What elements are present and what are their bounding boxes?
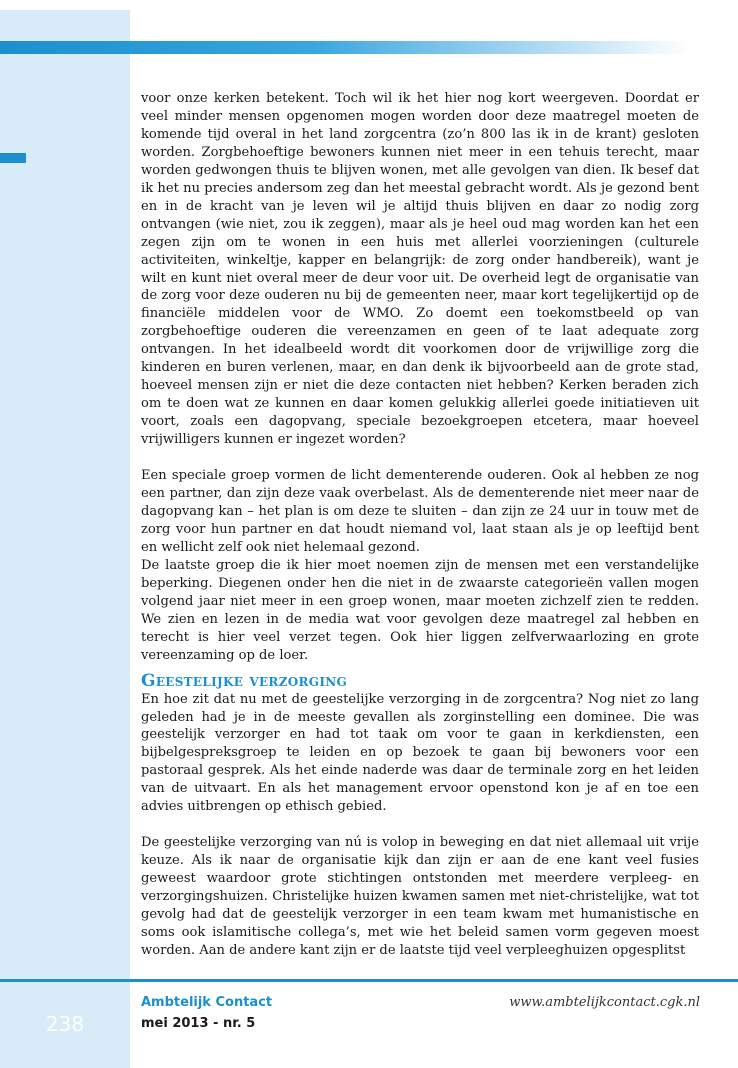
footer-divider: [0, 979, 738, 982]
header-gradient-bar: [0, 41, 690, 54]
magazine-name: Ambtelijk Contact: [141, 995, 273, 1010]
section-heading: Geestelijke verzorging: [141, 670, 348, 691]
article-body: [141, 90, 699, 960]
paragraph-gap: [141, 816, 699, 834]
page-number: 238: [45, 1012, 85, 1036]
paragraph: De geestelijke verzorging van nú is volop in beweging en dat niet allemaal uit vrije keuze. Als ik naar de organisatie kijk dan zijn er aan de ene kant veel fusies geweest waardoor grote stichtingen ontstonden met meerdere verpleeg- en verzorgingshuizen. Christelijke huizen kwamen samen met niet-christelijke, wat tot gevolg had dat de geestelijk verzorger in een team kwam met humanistische en soms ook islamitische collega’s, met wie het beleid samen vorm gegeven moest worden. Aan de andere kant zijn er de laatste tijd veel verpleeghuizen opgesplitst: [141, 835, 699, 958]
paragraph: De laatste groep die ik hier moet noemen zijn de mensen met een verstandelijke beperking. Diegenen onder hen die niet in de zwaarste categorieën vallen mogen volgend jaar niet meer in een groep wonen, maar moeten zichzelf zien te redden. We zien en lezen in de media wat voor gevolgen deze maatregel zal hebben en terecht is hier veel verzet tegen. Ook hier liggen zelfverwaarlozing en grote vereenzaming op de loer.: [141, 557, 699, 663]
issue-label: mei 2013 - nr. 5: [141, 1016, 256, 1031]
paragraph-gap: [141, 449, 699, 467]
sidebar-marker: [0, 153, 26, 163]
paragraph: Een speciale groep vormen de licht dementerende ouderen. Ook al hebben ze nog een partner, dan zijn deze vaak overbelast. Als de dementerende niet meer naar de dagopvang kan – het plan is om deze te sluiten – dan zijn ze 24 uur in touw met de zorg voor hun partner en dat houdt niemand vol, laat staan als je op leeftijd bent en wellicht zelf ook niet helemaal gezond.: [141, 468, 699, 555]
paragraph: voor onze kerken betekent. Toch wil ik het hier nog kort weergeven. Doordat er veel minder mensen opgenomen mogen worden door deze maatregel moeten de komende tijd overal in het land zorgcentra (zo’n 800 las ik in de krant) gesloten worden. Zorgbehoeftige bewoners kunnen niet meer in een tehuis terecht, maar worden gedwongen thuis te blijven wonen, met alle gevolgen van dien. Ik besef dat ik het nu precies andersom zeg dan het meestal gebracht wordt. Als je gezond bent en in de kracht van je leven wil je altijd thuis blijven en daar zo nodig zorg ontvangen (wie niet, zou ik zeggen), maar als je heel oud mag worden kan het een zegen zijn om te wonen in een huis met allerlei voorzieningen (culturele activiteiten, winkeltje, kapper en belangrijk: de zorg onder handbereik), want je wilt en kunt niet overal meer de deur voor uit. De overheid legt de organisatie van de zorg voor deze ouderen nu bij de gemeenten neer, maar kort tegelijkertijd op de financiële middelen voor de WMO. Zo doemt een toekomstbeeld op van zorgbehoeftige ouderen die vereenzamen en geen of te laat adequate zorg ontvangen. In het idealbeeld wordt dit voorkomen door de vrijwillige zorg die kinderen en buren verlenen, maar, en dan denk ik bijvoorbeeld aan de grote stad, hoeveel mensen zijn er niet die deze contacten niet hebben? Kerken beraden zich om te doen wat ze kunnen en daar komen gelukkig allerlei goede initiatieven uit voort, zoals een dagopvang, speciale bezoekgroepen etcetera, maar hoeveel vrijwilligers kunnen er ingezet worden?: [141, 91, 699, 448]
left-sidebar: [0, 10, 130, 1068]
website-url: www.ambtelijkcontact.cgk.nl: [509, 995, 700, 1010]
paragraph: En hoe zit dat nu met de geestelijke verzorging in de zorgcentra? Nog niet zo lang geleden had je in de meeste gevallen als zorginstelling een dominee. Die was geestelijk verzorger en had tot taak om voor te gaan in kerkdiensten, een bijbelgespreksgroep te leiden en op bezoek te gaan bij bewoners voor een pastoraal gesprek. Als het einde naderde was daar de terminale zorg en het leiden van de uitvaart. En als het management ervoor openstond kon je af en toe een advies uitbrengen op ethisch gebied.: [141, 691, 699, 815]
